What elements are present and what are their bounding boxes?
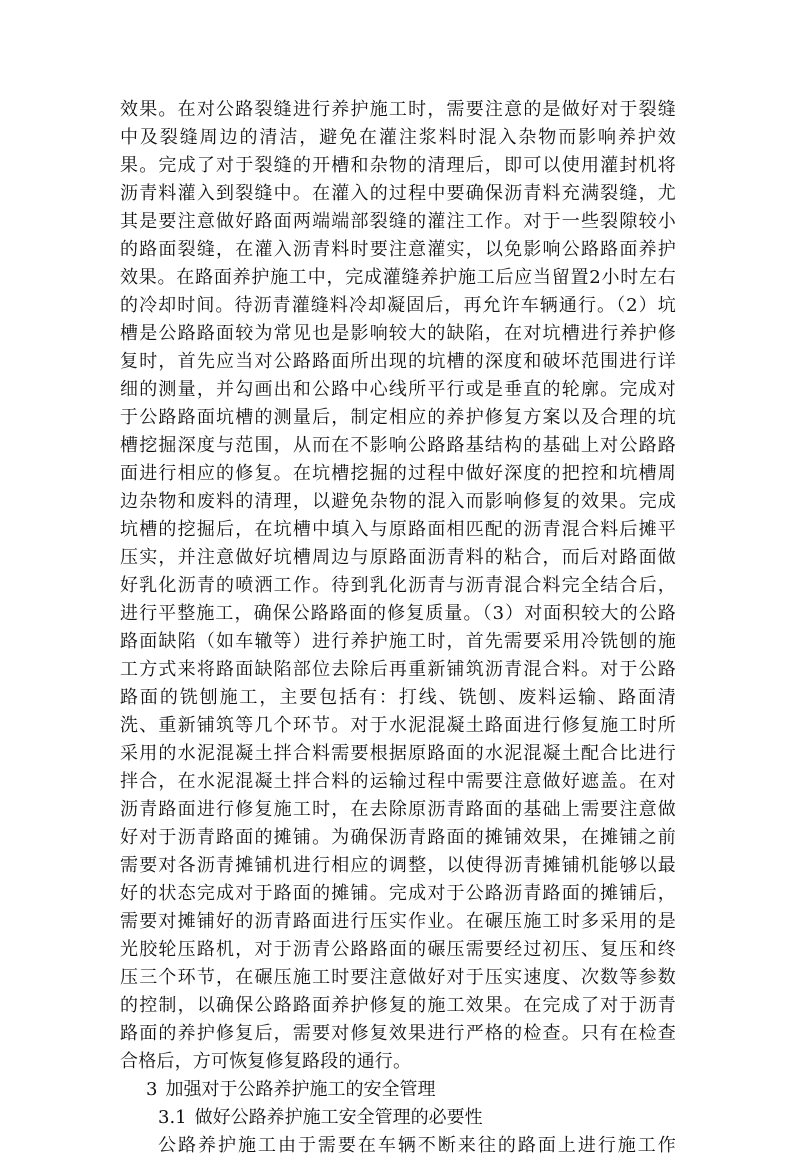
text-line: 光胶轮压路机，对于沥青公路路面的碾压需要经过初压、复压和终 — [120, 939, 676, 960]
text-line: 槽是公路路面较为常见也是影响较大的缺陷，在对坑槽进行养护修 — [120, 323, 676, 344]
text-line: 洗、重新铺筑等几个环节。对于水泥混凝土路面进行修复施工时所 — [120, 715, 676, 736]
text-line: 的控制，以确保公路路面养护修复的施工效果。在完成了对于沥青 — [120, 995, 676, 1016]
text-line: 效果。在对公路裂缝进行养护施工时，需要注意的是做好对于裂缝 — [120, 99, 676, 120]
text-line: 需要对各沥青摊铺机进行相应的调整，以使得沥青摊铺机能够以最 — [120, 855, 676, 876]
text-line: 合格后，方可恢复修复路段的通行。 — [120, 1051, 412, 1072]
text-line: 的路面裂缝，在灌入沥青料时要注意灌实，以免影响公路路面养护 — [120, 239, 676, 260]
subsection-heading — [120, 1104, 676, 1132]
subsection-number: 3.1 — [158, 1107, 187, 1128]
section-number: 3 — [146, 1079, 158, 1100]
section-title: 加强对于公路养护施工的安全管理 — [165, 1079, 436, 1100]
text-line: 果。完成了对于裂缝的开槽和杂物的清理后，即可以使用灌封机将 — [120, 155, 676, 176]
text-line: 压实，并注意做好坑槽周边与原路面沥青料的粘合，而后对路面做 — [120, 547, 676, 568]
text-line: 路面缺陷（如车辙等）进行养护施工时，首先需要采用冷铣刨的施 — [120, 631, 676, 652]
text-line: 压三个环节，在碾压施工时要注意做好对于压实速度、次数等参数 — [120, 967, 676, 988]
text-line: 效果。在路面养护施工中，完成灌缝养护施工后应当留置2小时左右 — [120, 267, 676, 288]
text-line: 坑槽的挖掘后，在坑槽中填入与原路面相匹配的沥青混合料后摊平 — [120, 519, 676, 540]
text-line: 路面的养护修复后，需要对修复效果进行严格的检查。只有在检查 — [120, 1023, 676, 1044]
text-line: 复时，首先应当对公路路面所出现的坑槽的深度和破坏范围进行详 — [120, 351, 676, 372]
text-line: 细的测量，并勾画出和公路中心线所平行或是垂直的轮廓。完成对 — [120, 379, 676, 400]
text-line: 面进行相应的修复。在坑槽挖掘的过程中做好深度的把控和坑槽周 — [120, 463, 676, 484]
text-line: 工方式来将路面缺陷部位去除后再重新铺筑沥青混合料。对于公路 — [120, 659, 676, 680]
text-line: 边杂物和废料的清理，以避免杂物的混入而影响修复的效果。完成 — [120, 491, 676, 512]
text-line: 沥青路面进行修复施工时，在去除原沥青路面的基础上需要注意做 — [120, 799, 676, 820]
text-line: 需要对摊铺好的沥青路面进行压实作业。在碾压施工时多采用的是 — [120, 911, 676, 932]
text-line: 好乳化沥青的喷洒工作。待到乳化沥青与沥青混合料完全结合后， — [120, 575, 676, 596]
subsection-title: 做好公路养护施工安全管理的必要性 — [194, 1107, 483, 1128]
text-line: 好的状态完成对于路面的摊铺。完成对于公路沥青路面的摊铺后， — [120, 883, 676, 904]
text-line: 好对于沥青路面的摊铺。为确保沥青路面的摊铺效果，在摊铺之前 — [120, 827, 676, 848]
text-line: 路面的铣刨施工，主要包括有：打线、铣刨、废料运输、路面清 — [120, 687, 676, 708]
text-line: 进行平整施工，确保公路路面的修复质量。（3）对面积较大的公路 — [120, 603, 676, 624]
paragraph-first-line: 公路养护施工由于需要在车辆不断来往的路面上进行施工作 — [158, 1135, 676, 1156]
body-text — [120, 96, 676, 1160]
text-line: 中及裂缝周边的清洁，避免在灌注浆料时混入杂物而影响养护效 — [120, 127, 676, 148]
text-line: 拌合，在水泥混凝土拌合料的运输过程中需要注意做好遮盖。在对 — [120, 771, 676, 792]
text-line: 采用的水泥混凝土拌合料需要根据原路面的水泥混凝土配合比进行 — [120, 743, 676, 764]
text-line: 的冷却时间。待沥青灌缝料冷却凝固后，再允许车辆通行。（2）坑 — [120, 295, 676, 316]
section-heading — [120, 1076, 676, 1104]
text-line: 于公路路面坑槽的测量后，制定相应的养护修复方案以及合理的坑 — [120, 407, 676, 428]
text-line: 沥青料灌入到裂缝中。在灌入的过程中要确保沥青料充满裂缝，尤 — [120, 183, 676, 204]
text-line: 其是要注意做好路面两端端部裂缝的灌注工作。对于一些裂隙较小 — [120, 211, 676, 232]
text-line: 槽挖掘深度与范围，从而在不影响公路路基结构的基础上对公路路 — [120, 435, 676, 456]
